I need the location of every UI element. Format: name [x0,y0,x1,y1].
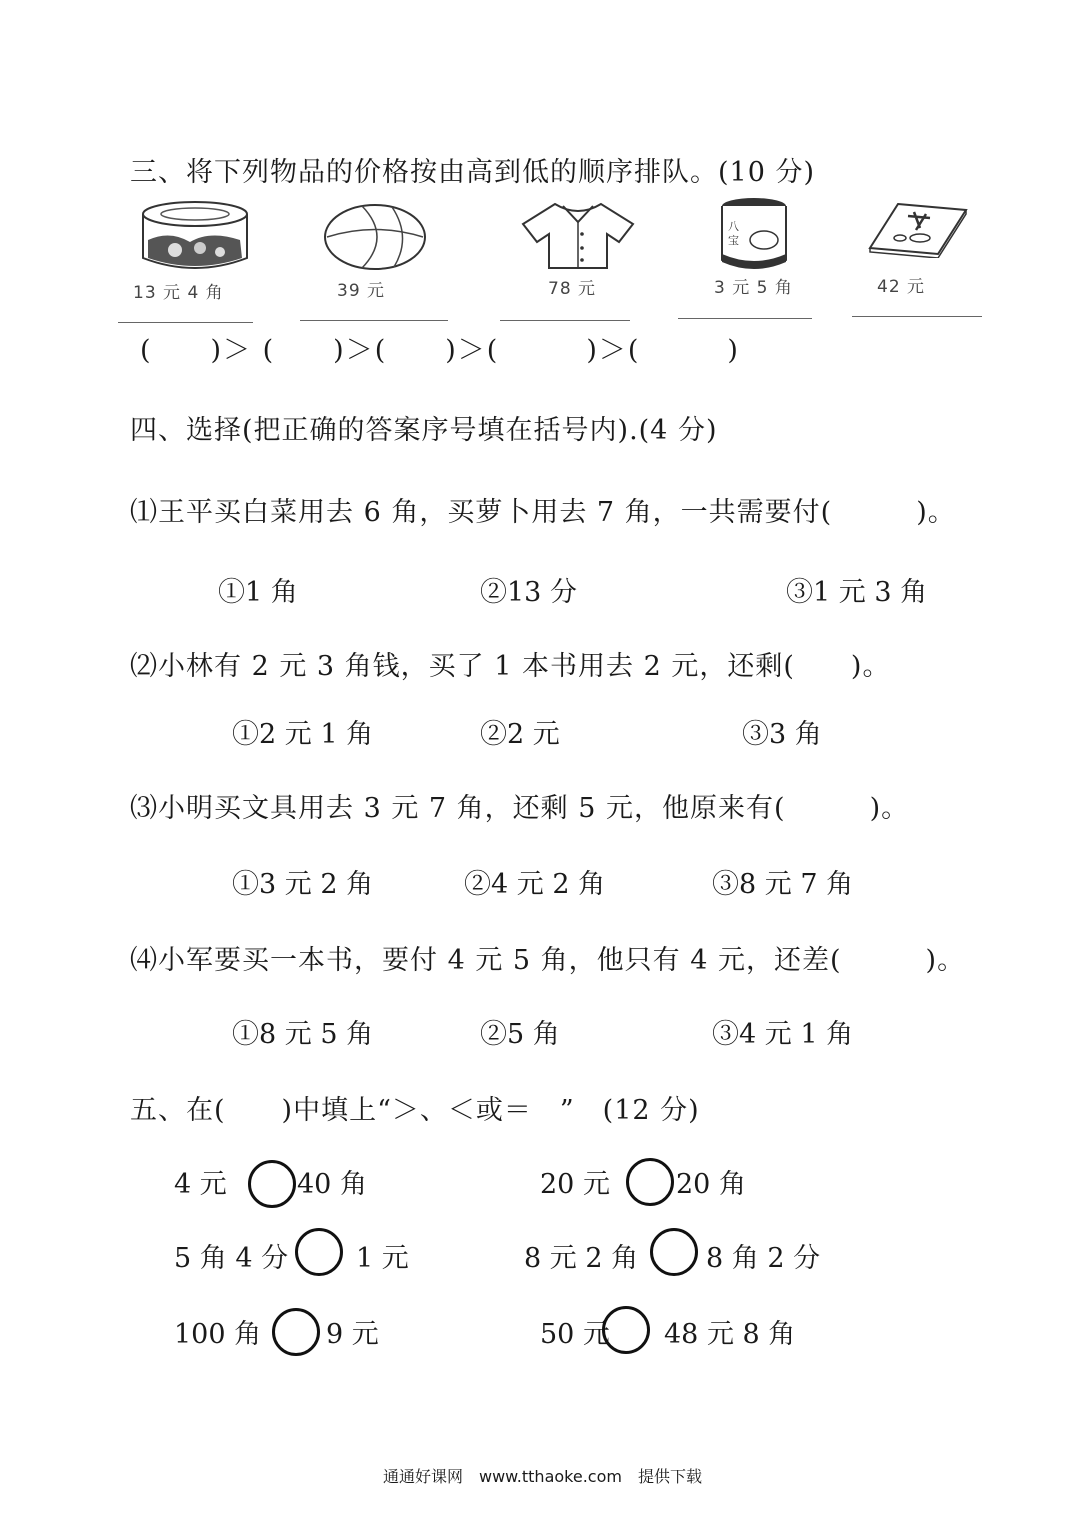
answer-blank-line[interactable] [852,316,982,317]
question-1-option-3[interactable]: ③1 元 3 角 [786,577,928,608]
item-price-shirt: 78 元 [548,279,597,299]
comparison-1-left: 4 元 [174,1169,227,1200]
babao-porridge-can-icon [718,196,790,272]
question-4-option-2[interactable]: ②5 角 [480,1019,560,1050]
comparison-5-circle[interactable] [272,1308,320,1356]
comparison-5-right: 9 元 [326,1319,379,1350]
answer-blank-line[interactable] [678,318,812,319]
question-1-option-2[interactable]: ②13 分 [480,577,577,608]
footer-credit: 通通好课网 www.tthaoke.com 提供下载 [383,1467,702,1486]
comparison-4-left: 8 元 2 角 [524,1243,639,1274]
comparison-6-left: 50 元 [540,1319,610,1350]
section3-heading: 三、将下列物品的价格按由高到低的顺序排队。(10 分) [130,157,816,188]
question-3-option-2[interactable]: ②4 元 2 角 [464,869,606,900]
comparison-1-right: 40 角 [297,1169,367,1200]
comparison-4-circle[interactable] [650,1228,698,1276]
comparison-1-circle[interactable] [248,1160,296,1208]
comparison-5-left: 100 角 [174,1319,262,1350]
item-price-canned-food: 13 元 4 角 [133,283,224,303]
item-price-can: 3 元 5 角 [714,278,793,298]
answer-blank-line[interactable] [300,320,448,321]
question-1: ⑴王平买白菜用去 6 角，买萝卜用去 7 角，一共需要付( )。 [130,497,956,528]
comparison-2-circle[interactable] [626,1158,674,1206]
comparison-2-right: 20 角 [676,1169,746,1200]
svg-text:八: 八 [728,220,739,233]
comparison-6-circle[interactable] [602,1306,650,1354]
answer-blank-line[interactable] [500,320,630,321]
question-3-option-1[interactable]: ①3 元 2 角 [232,869,374,900]
comparison-3-left: 5 角 4 分 [174,1243,289,1274]
question-2-option-1[interactable]: ①2 元 1 角 [232,719,374,750]
comparison-2-left: 20 元 [540,1169,610,1200]
shirt-icon [515,198,641,270]
ball-icon [322,202,428,272]
section4-heading: 四、选择(把正确的答案序号填在括号内).(4 分) [130,415,718,446]
question-3: ⑶小明买文具用去 3 元 7 角，还剩 5 元，他原来有( )。 [130,793,910,824]
question-2: ⑵小林有 2 元 3 角钱，买了 1 本书用去 2 元，还剩( )。 [130,651,891,682]
question-4: ⑷小军要买一本书，要付 4 元 5 角，他只有 4 元，还差( )。 [130,945,966,976]
book-icon [868,202,968,258]
item-price-ball: 39 元 [337,281,386,301]
canned-food-icon [140,200,250,272]
answer-blank-line[interactable] [118,322,253,323]
question-1-option-1[interactable]: ①1 角 [218,577,298,608]
comparison-3-right: 1 元 [356,1243,409,1274]
question-4-option-3[interactable]: ③4 元 1 角 [712,1019,854,1050]
comparison-4-right: 8 角 2 分 [706,1243,821,1274]
question-3-option-3[interactable]: ③8 元 7 角 [712,869,854,900]
question-2-option-3[interactable]: ③3 角 [742,719,822,750]
comparison-3-circle[interactable] [295,1228,343,1276]
section5-heading: 五、在( )中填上“＞、＜或＝ ” (12 分) [130,1095,700,1126]
item-price-book: 42 元 [877,277,926,297]
question-4-option-1[interactable]: ①8 元 5 角 [232,1019,374,1050]
question-2-option-2[interactable]: ②2 元 [480,719,560,750]
comparison-6-right: 48 元 8 角 [664,1319,796,1350]
price-order-answer-row: ( )＞ ( )＞( )＞( )＞( ) [140,335,740,366]
svg-text:宝: 宝 [728,234,739,247]
